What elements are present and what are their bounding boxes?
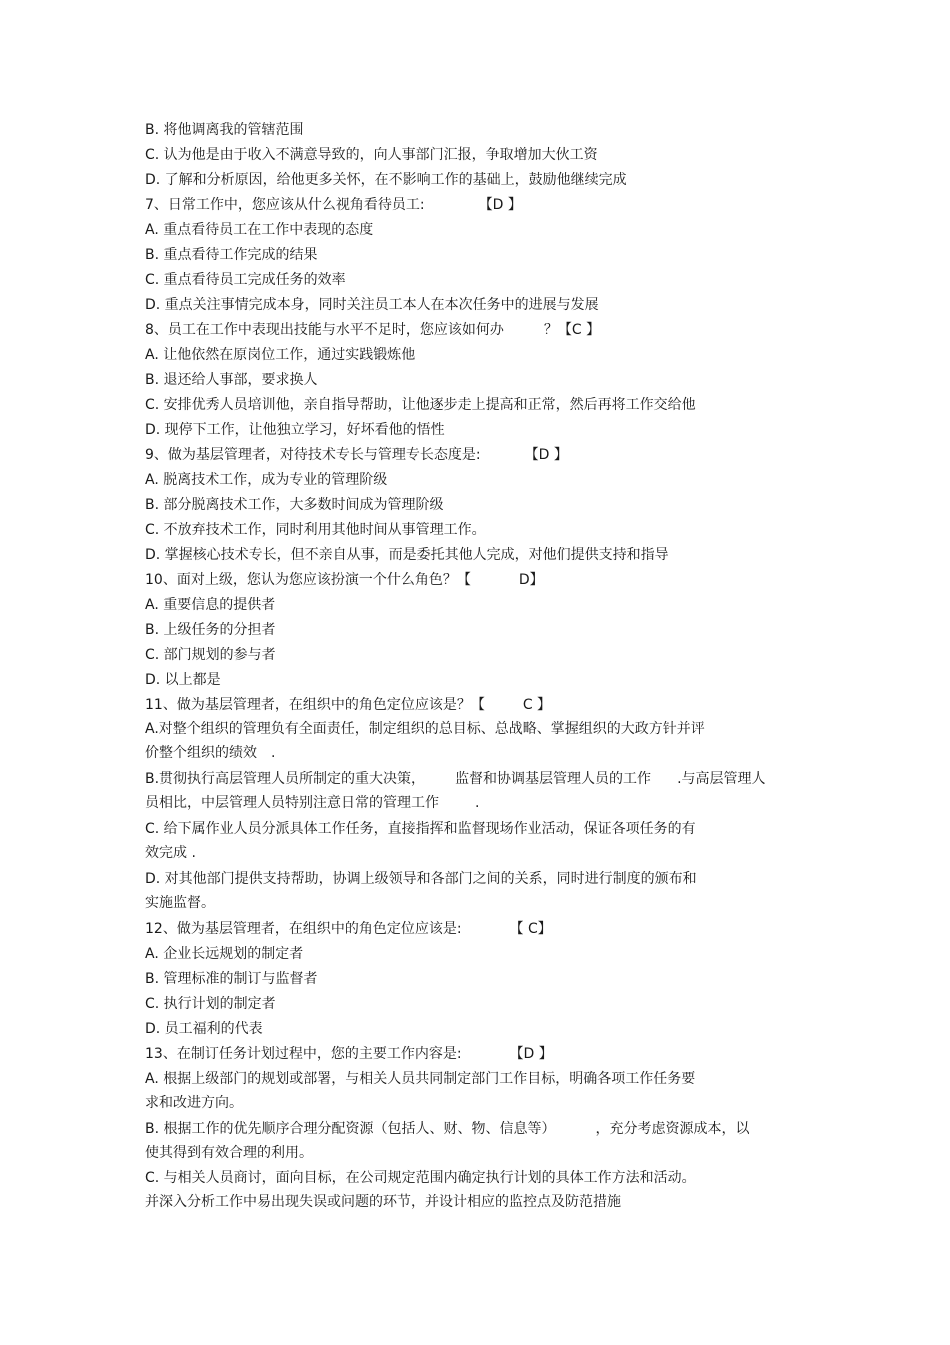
option-c-cont	[145, 844, 196, 862]
option-d	[145, 671, 221, 689]
line-text: B. 管理标准的制订与监督者	[145, 971, 318, 987]
option-b	[145, 621, 276, 639]
question-12	[145, 920, 552, 938]
option-b	[145, 371, 318, 389]
option-a	[145, 471, 387, 489]
question-text: 12、做为基层管理者，在组织中的角色定位应该是:	[145, 921, 462, 937]
line-text: A. 重点看待员工在工作中表现的态度	[145, 222, 374, 238]
line-text: C. 重点看待员工完成任务的效率	[145, 272, 346, 288]
option-c-cont	[145, 1193, 621, 1211]
answer-bracket: 【 C】	[509, 921, 552, 937]
option-d	[145, 1020, 263, 1038]
line-text: .	[271, 745, 276, 761]
line-text: A. 企业长远规划的制定者	[145, 946, 304, 962]
question-text: 11、做为基层管理者，在组织中的角色定位应该是？【	[145, 697, 485, 713]
option-d-prev	[145, 171, 627, 189]
option-b-cont	[145, 794, 479, 812]
option-a-cont	[145, 1094, 243, 1112]
question-9	[145, 446, 568, 464]
option-a	[145, 720, 705, 738]
question-8	[145, 321, 600, 339]
option-b	[145, 970, 318, 988]
line-text: 求和改进方向。	[145, 1095, 243, 1111]
answer-bracket: 【D 】	[509, 1046, 553, 1062]
line-text: 使其得到有效合理的利用。	[145, 1145, 313, 1161]
answer-bracket: ？【C 】	[543, 322, 601, 338]
line-text: D. 以上都是	[145, 672, 221, 688]
line-text: 实施监督。	[145, 895, 215, 911]
option-b	[145, 1120, 750, 1138]
option-d	[145, 546, 669, 564]
option-b-cont	[145, 1144, 313, 1162]
option-d	[145, 296, 599, 314]
option-c	[145, 521, 486, 539]
option-b	[145, 246, 318, 264]
option-c	[145, 1169, 696, 1187]
line-text: C. 给下属作业人员分派具体工作任务，直接指挥和监督现场作业活动，保证各项任务的有	[145, 821, 696, 837]
answer-bracket: C 】	[522, 697, 552, 713]
option-c	[145, 820, 696, 838]
question-text: 13、在制订任务计划过程中，您的主要工作内容是:	[145, 1046, 462, 1062]
line-text: B.贯彻执行高层管理人员所制定的重大决策，	[145, 771, 426, 787]
option-d	[145, 870, 697, 888]
line-text: C. 与相关人员商讨，面向目标，在公司规定范围内确定执行计划的具体工作方法和活动。	[145, 1170, 696, 1186]
question-text: 10、面对上级，您认为您应该扮演一个什么角色？【	[145, 572, 471, 588]
line-text: A.对整个组织的管理负有全面责任，制定组织的总目标、总战略、掌握组织的大政方针并评	[145, 721, 705, 737]
line-text: 员相比，中层管理人员特别注意日常的管理工作	[145, 795, 439, 811]
option-c	[145, 646, 276, 664]
line-text: D. 现停下工作，让他独立学习，好坏看他的悟性	[145, 422, 445, 438]
line-text: B. 根据工作的优先顺序合理分配资源（包括人、财、物、信息等）	[145, 1121, 556, 1137]
line-text: 监督和协调基层管理人员的工作	[455, 771, 652, 787]
line-text: D. 重点关注事情完成本身，同时关注员工本人在本次任务中的进展与发展	[145, 297, 599, 313]
line-text: 效完成 .	[145, 845, 196, 861]
line-text: B. 部分脱离技术工作，大多数时间成为管理阶级	[145, 497, 444, 513]
option-d-cont	[145, 894, 215, 912]
question-text: 7、日常工作中，您应该从什么视角看待员工:	[145, 197, 425, 213]
option-c-prev	[145, 146, 598, 164]
option-a-cont	[145, 744, 275, 762]
option-b	[145, 496, 444, 514]
line-text: D. 员工福利的代表	[145, 1021, 263, 1037]
line-text: C. 执行计划的制定者	[145, 996, 276, 1012]
line-text: D. 掌握核心技术专长，但不亲自从事，而是委托其他人完成，对他们提供支持和指导	[145, 547, 669, 563]
question-11	[145, 696, 551, 714]
line-text: D. 了解和分析原因，给他更多关怀，在不影响工作的基础上，鼓励他继续完成	[145, 172, 627, 188]
option-a	[145, 221, 373, 239]
line-text: A. 重要信息的提供者	[145, 597, 276, 613]
line-text: B. 上级任务的分担者	[145, 622, 276, 638]
question-text: 9、做为基层管理者，对待技术专长与管理专长态度是:	[145, 447, 481, 463]
line-text: 并深入分析工作中易出现失误或问题的环节，并设计相应的监控点及防范措施	[145, 1194, 621, 1210]
question-10	[145, 571, 544, 589]
line-text: A. 脱离技术工作，成为专业的管理阶级	[145, 472, 388, 488]
line-text: A. 让他依然在原岗位工作，通过实践锻炼他	[145, 347, 416, 363]
option-b	[145, 770, 766, 788]
line-text: .	[475, 795, 480, 811]
line-text: C. 部门规划的参与者	[145, 647, 276, 663]
line-text: C. 认为他是由于收入不满意导致的，向人事部门汇报，争取增加大伙工资	[145, 147, 598, 163]
option-c	[145, 995, 276, 1013]
line-text: .与高层管理人	[677, 771, 766, 787]
line-text: B. 退还给人事部，要求换人	[145, 372, 318, 388]
question-text: 8、员工在工作中表现出技能与水平不足时，您应该如何办	[145, 322, 504, 338]
option-c	[145, 271, 346, 289]
line-text: D. 对其他部门提供支持帮助，协调上级领导和各部门之间的关系，同时进行制度的颁布和	[145, 871, 697, 887]
question-13	[145, 1045, 553, 1063]
line-text: 价整个组织的绩效	[145, 745, 257, 761]
option-a	[145, 945, 303, 963]
line-text: C. 安排优秀人员培训他，亲自指导帮助，让他逐步走上提高和正常，然后再将工作交给他	[145, 397, 696, 413]
option-c	[145, 396, 696, 414]
option-b-prev	[145, 121, 304, 139]
line-text: ，充分考虑资源成本，以	[595, 1121, 750, 1137]
question-7	[145, 196, 522, 214]
answer-bracket: 【D 】	[524, 447, 568, 463]
line-text: B. 重点看待工作完成的结果	[145, 247, 318, 263]
option-a	[145, 1070, 695, 1088]
option-a	[145, 596, 275, 614]
line-text: C. 不放弃技术工作，同时利用其他时间从事管理工作。	[145, 522, 486, 538]
line-text: A. 根据上级部门的规划或部署，与相关人员共同制定部门工作目标，明确各项工作任务要	[145, 1071, 696, 1087]
line-text: B. 将他调离我的管辖范围	[145, 122, 304, 138]
answer-bracket: 【D 】	[478, 197, 522, 213]
option-a	[145, 346, 415, 364]
option-d	[145, 421, 445, 439]
answer-bracket: D】	[518, 572, 544, 588]
